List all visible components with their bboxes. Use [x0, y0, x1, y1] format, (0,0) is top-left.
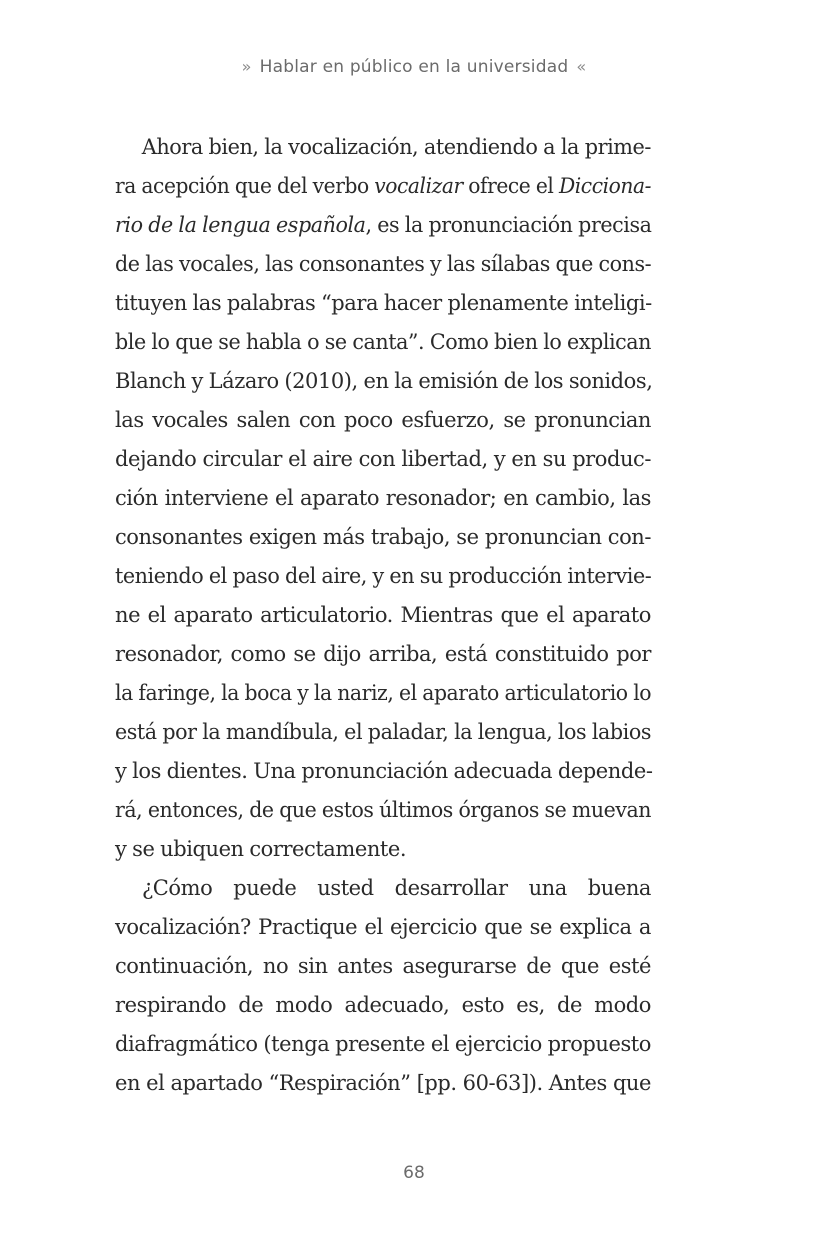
paragraph-1-line: teniendo el paso del aire, y en su producción intervie- — [115, 564, 652, 588]
header-open-mark: » — [241, 57, 252, 76]
paragraph-1-line: las vocales salen con poco esfuerzo, se pronuncian — [115, 408, 651, 432]
paragraph-1-line: y los dientes. Una pronunciación adecuada depende- — [115, 759, 653, 783]
paragraph-2-line: continuación, no sin antes asegurarse de que esté — [115, 954, 651, 978]
paragraph-1-line: tituyen las palabras “para hacer plenamente inteligi- — [115, 291, 652, 315]
paragraph-1-line — [115, 167, 651, 206]
paragraph-2-line: diafragmático (tenga presente el ejercicio propuesto — [115, 1032, 651, 1056]
paragraph-1-line: rá, entonces, de que estos últimos órganos se muevan — [115, 798, 652, 822]
paragraph-1-line: dejando circular el aire con libertad, y en su produc- — [115, 447, 651, 471]
paragraph-1-line: ción interviene el aparato resonador; en cambio, las — [115, 486, 651, 510]
paragraph-1-line: Ahora bien, la vocalización, atendiendo a la prime- — [141, 135, 652, 159]
running-header — [0, 57, 828, 77]
text-run: , es la pronunciación precisa — [365, 213, 652, 237]
paragraph-2-line: en el apartado “Respiración” [pp. 60-63]). Antes que — [115, 1071, 651, 1095]
italic-title: rio de la lengua española — [115, 213, 366, 237]
paragraph-2-line: ¿Cómo puede usted desarrollar una buena — [142, 876, 651, 900]
header-title: Hablar en público en la universidad — [259, 57, 569, 77]
paragraph-2-line: vocalización? Practique el ejercicio que se explica a — [115, 915, 651, 939]
paragraph-1-line: Blanch y Lázaro (2010), en la emisión de los sonidos, — [115, 369, 653, 393]
italic-title: Dicciona- — [558, 174, 652, 198]
text-run: ofrece el — [462, 174, 559, 198]
paragraph-1-line: está por la mandíbula, el paladar, la lengua, los labios — [115, 720, 652, 744]
italic-term: vocalizar — [374, 174, 463, 198]
paragraph-1-line: y se ubiquen correctamente. — [115, 837, 407, 861]
page-number: 68 — [403, 1163, 425, 1183]
paragraph-1-line: resonador, como se dijo arriba, está constituido por — [115, 642, 651, 666]
text-run: ra acepción que del verbo — [115, 174, 375, 198]
header-close-mark: « — [576, 57, 587, 76]
paragraph-1-line: ble lo que se habla o se canta”. Como bien lo explican — [115, 330, 652, 354]
paragraph-1-line — [115, 206, 651, 245]
body-text — [115, 128, 651, 1103]
paragraph-1-line: de las vocales, las consonantes y las sílabas que cons- — [115, 252, 652, 276]
paragraph-1-line: consonantes exigen más trabajo, se pronuncian con- — [115, 525, 651, 549]
paragraph-1-line: la faringe, la boca y la nariz, el aparato articulatorio lo — [115, 681, 652, 705]
paragraph-1-line: ne el aparato articulatorio. Mientras que el aparato — [115, 603, 651, 627]
paragraph-2-line: respirando de modo adecuado, esto es, de modo — [115, 993, 651, 1017]
